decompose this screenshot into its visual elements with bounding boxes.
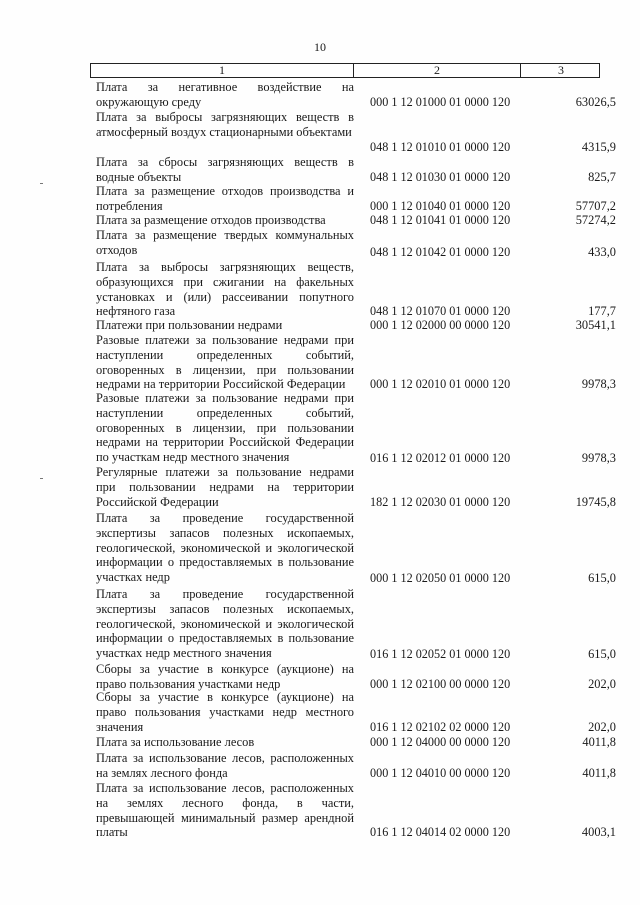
row-name: Плата за использование лесов [96,735,255,749]
row-code: 000 1 12 01040 01 0000 120 [370,199,511,213]
row-amount: 4011,8 [582,766,616,780]
table-header [90,63,600,78]
row-name: Плата за размещение отходов производства и потребления [96,184,354,213]
row-code: 048 1 12 01010 01 0000 120 [370,140,511,154]
row-code: 048 1 12 01042 01 0000 120 [370,245,511,259]
row-name: Разовые платежи за пользование недрами при наступлении определенных событий, оговоренных в лицензии, при пользовании недрами на территории Российской Федерации по участкам недр местного значения [96,391,354,465]
scan-speck [40,183,43,184]
row-code: 000 1 12 02010 01 0000 120 [370,377,511,391]
row-code: 000 1 12 01000 01 0000 120 [370,95,511,109]
row-name: Плата за проведение государственной экспертизы запасов полезных ископаемых, геологической, экономической и экологической информации о предоставляемых в пользование участках недр местного значения [96,587,354,661]
row-amount: 4003,1 [581,825,616,839]
row-amount: 4011,8 [582,735,616,749]
row-amount: 202,0 [588,720,616,734]
row-amount: 825,7 [588,170,616,184]
row-code: 016 1 12 04014 02 0000 120 [370,825,511,839]
row-name: Плата за размещение твердых коммунальных отходов [96,228,354,257]
header-col-3: 3 [558,63,564,77]
row-code: 016 1 12 02102 02 0000 120 [370,720,511,734]
row-name: Разовые платежи за пользование недрами при наступлении определенных событий, оговоренных в лицензии, при пользовании недрами на территории Российской Федерации [96,333,354,392]
row-amount: 4315,9 [581,140,616,154]
row-amount: 9978,3 [581,451,616,465]
row-name: Плата за использование лесов, расположенных на землях лесного фонда [96,751,354,780]
row-code: 016 1 12 02012 01 0000 120 [370,451,511,465]
row-name: Плата за негативное воздействие на окружающую среду [96,80,354,109]
row-amount: 615,0 [588,571,616,585]
row-code: 000 1 12 02100 00 0000 120 [370,677,511,691]
row-amount: 57707,2 [575,199,616,213]
header-col-1: 1 [91,64,354,77]
row-name: Плата за проведение государственной экспертизы запасов полезных ископаемых, геологической, экономической и экологической информации о предоставляемых в пользование участках недр [96,511,354,585]
row-amount: 9978,3 [581,377,616,391]
row-code: 048 1 12 01030 01 0000 120 [370,170,511,184]
row-name: Плата за сбросы загрязняющих веществ в водные объекты [96,155,354,184]
row-name: Плата за размещение отходов производства [96,213,326,227]
row-name: Платежи при пользовании недрами [96,318,283,332]
row-name: Сборы за участие в конкурсе (аукционе) на право пользования участками недр [96,662,354,691]
row-code: 048 1 12 01041 01 0000 120 [370,213,511,227]
row-name: Плата за выбросы загрязняющих веществ, образующихся при сжигании на факельных установках и (или) рассеивании попутного нефтяного газа [96,260,354,319]
row-code: 048 1 12 01070 01 0000 120 [370,304,511,318]
row-name: Плата за выбросы загрязняющих веществ в атмосферный воздух стационарными объектами [96,110,354,139]
row-code: 000 1 12 04010 00 0000 120 [370,766,511,780]
row-amount: 177,7 [588,304,616,318]
row-code: 000 1 12 02050 01 0000 120 [370,571,511,585]
row-amount: 19745,8 [575,495,616,509]
row-amount: 57274,2 [575,213,616,227]
row-code: 016 1 12 02052 01 0000 120 [370,647,511,661]
row-amount: 30541,1 [575,318,616,332]
row-name: Регулярные платежи за пользование недрами при пользовании недрами на территории Российской Федерации [96,465,354,509]
row-name: Плата за использование лесов, расположенных на землях лесного фонда, в части, превышающей минимальный размер арендной платы [96,781,354,840]
row-amount: 615,0 [588,647,616,661]
header-col-2: 2 [354,64,521,77]
row-amount: 433,0 [588,245,616,259]
scan-speck [40,478,43,479]
page-number: 10 [314,40,326,54]
row-amount: 63026,5 [575,95,616,109]
row-code: 000 1 12 04000 00 0000 120 [370,735,511,749]
row-name: Сборы за участие в конкурсе (аукционе) на право пользования участками недр местного значения [96,690,354,734]
row-code: 182 1 12 02030 01 0000 120 [370,495,511,509]
row-amount: 202,0 [588,677,616,691]
row-code: 000 1 12 02000 00 0000 120 [370,318,511,332]
